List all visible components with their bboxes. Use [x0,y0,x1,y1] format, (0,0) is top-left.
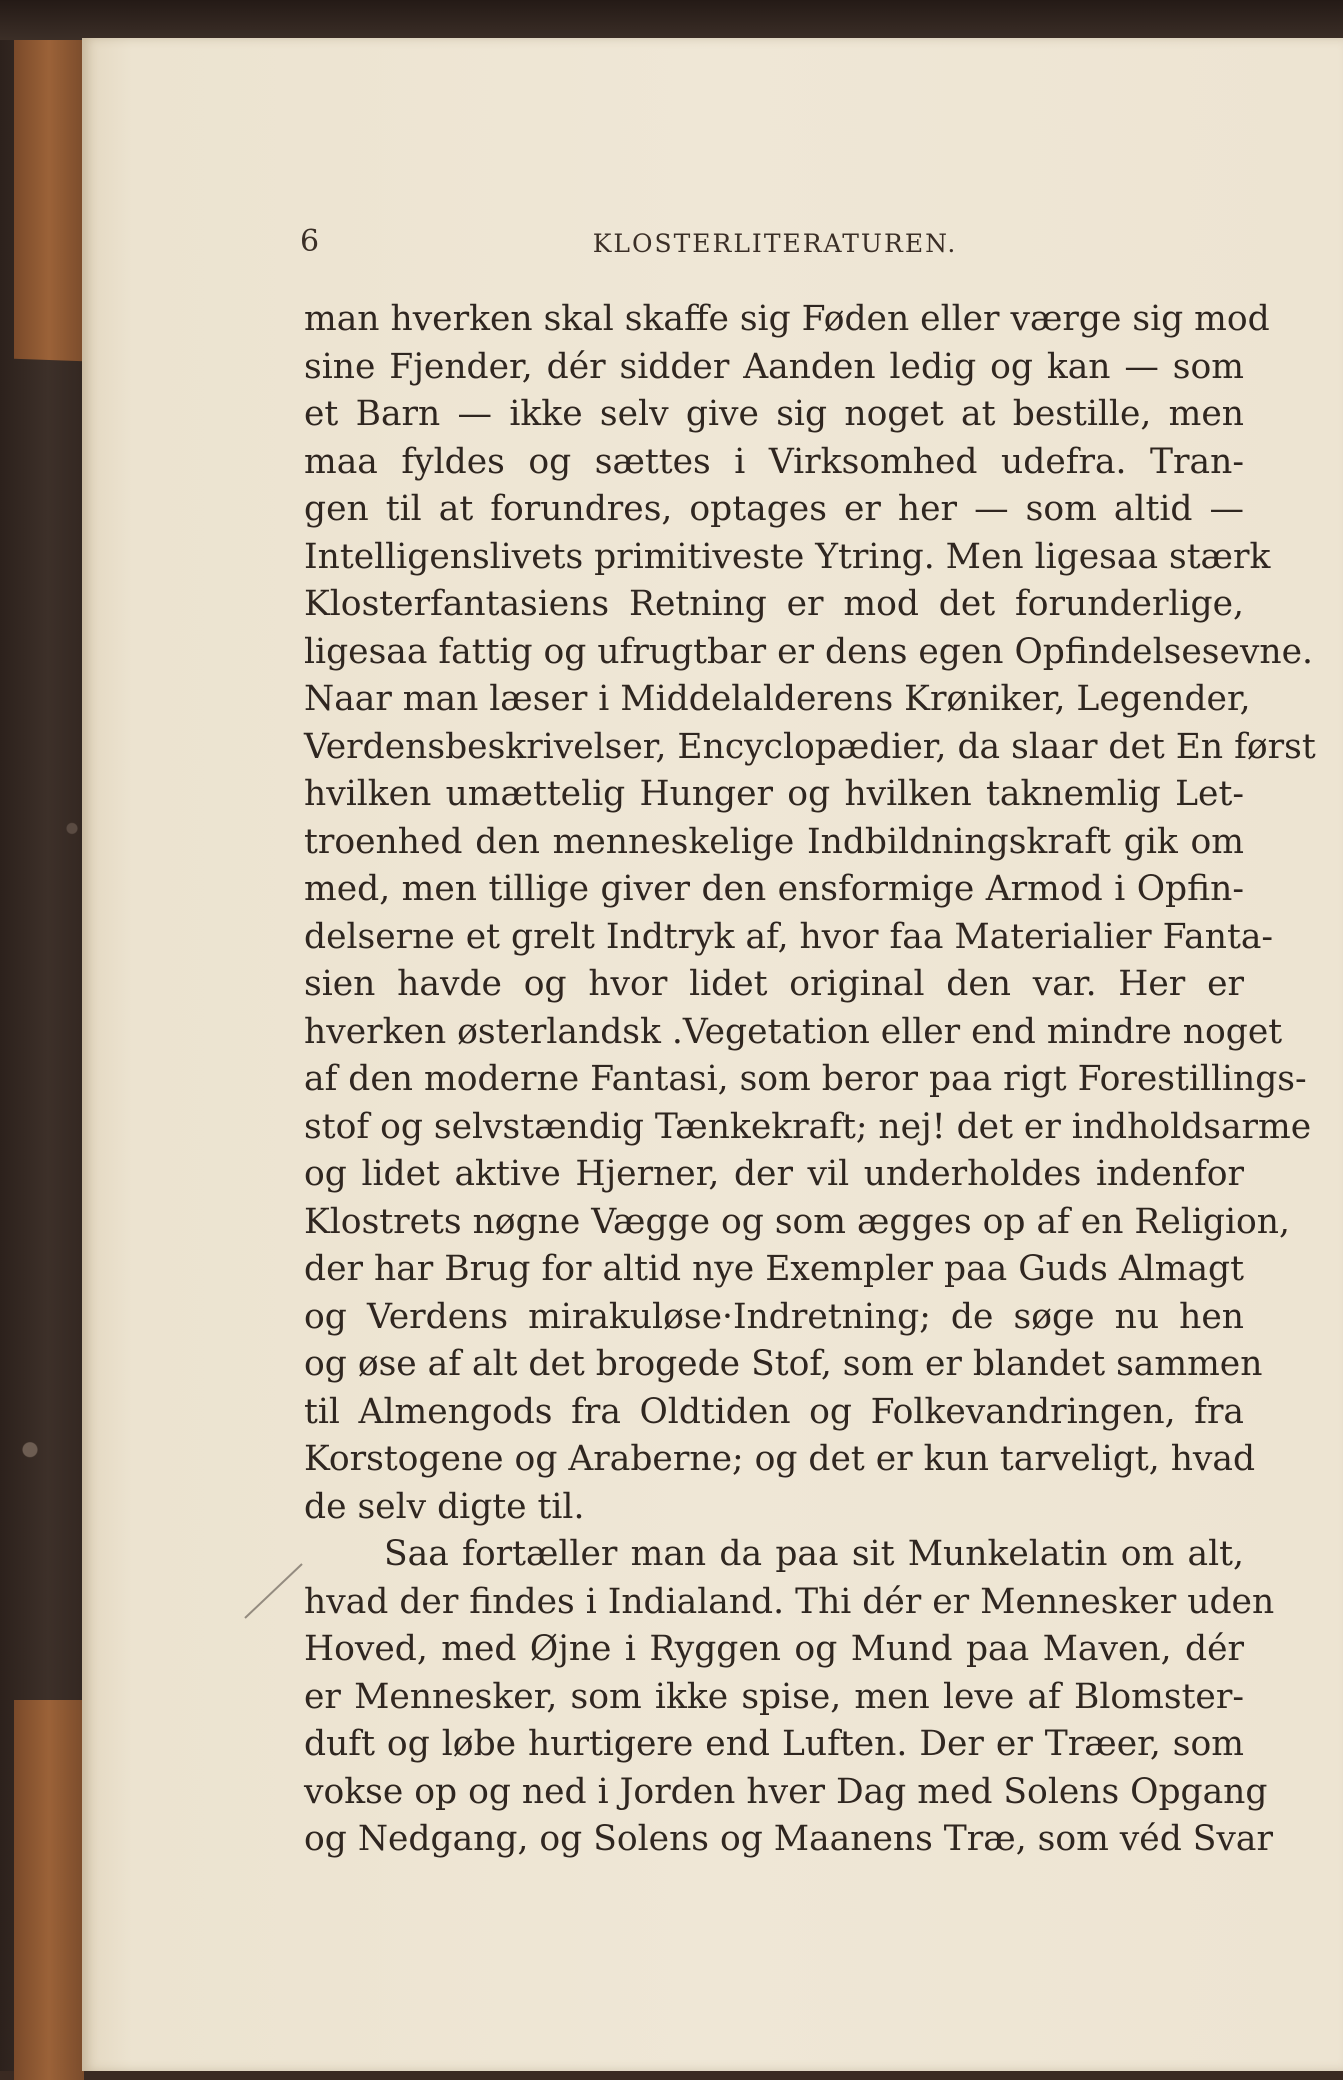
text-line: sine Fjender, dér sidder Aanden ledig og kan — som [304,346,1244,387]
text-line: og lidet aktive Hjerner, der vil underholdes indenfor [304,1154,1244,1194]
page-number: 6 [300,224,320,259]
text-line: Saa fortæller man da paa sit Munkelatin om alt, [384,1534,1244,1574]
text-line: Korstogene og Araberne; og det er kun tarveligt, hvad [304,1439,1256,1479]
text-line: der har Brug for altid nye Exempler paa Guds Almagt [304,1249,1244,1289]
top-binding-edge [0,0,1343,40]
text-line: og Nedgang, og Solens og Maanens Træ, som véd Svar [304,1819,1273,1859]
text-line: troenhed den menneskelige Indbildningskraft gik om [304,821,1244,862]
leather-corner-top [14,0,84,361]
text-line: Verdensbeskrivelser, Encyclopædier, da slaar det En først [304,726,1316,767]
text-line: sien havde og hvor lidet original den var. Her er [304,964,1244,1004]
text-line: og øse af alt det brogede Stof, som er blandet sammen [304,1344,1263,1384]
text-line: med, men tillige giver den ensformige Armod i Opfin- [304,869,1244,909]
page-header [300,222,1220,262]
text-line: stof og selvstændig Tænkekraft; nej! det er indholdsarme [304,1106,1312,1147]
text-line: Klosterfantasiens Retning er mod det forunderlige, [304,584,1244,624]
text-line: man hverken skal skaffe sig Føden eller værge sig mod [304,299,1270,339]
text-line: hvilken umættelig Hunger og hvilken taknemlig Let- [304,774,1244,814]
text-line: er Mennesker, som ikke spise, men leve af Blomster- [304,1676,1244,1717]
text-line: Intelligenslivets primitiveste Ytring. Men ligesaa stærk [304,536,1271,577]
text-line: delserne et grelt Indtryk af, hvor faa Materialier Fanta- [304,916,1274,957]
text-line: et Barn — ikke selv give sig noget at bestille, men [304,394,1244,434]
text-line: vokse op og ned i Jorden hver Dag med Solens Opgang [304,1771,1268,1812]
pencil-margin-mark [240,1560,310,1620]
text-line: ligesaa fattig og ufrugtbar er dens egen Opfindelsesevne. [304,631,1313,672]
running-head: KLOSTERLITERATUREN. [592,229,958,258]
text-line: duft og løbe hurtigere end Luften. Der er Træer, som [304,1724,1244,1764]
text-line: hverken østerlandsk .Vegetation eller end mindre noget [304,1011,1283,1052]
leather-corner-bottom [14,1700,84,2080]
text-line: til Almengods fra Oldtiden og Folkevandringen, fra [304,1391,1244,1432]
text-line: Klostrets nøgne Vægge og som ægges op af en Religion, [304,1201,1290,1242]
text-line: hvad der findes i Indialand. Thi dér er Mennesker uden [304,1581,1275,1622]
text-line: maa fyldes og sættes i Virksomhed udefra. Tran- [304,441,1244,482]
text-line: de selv digte til. [304,1486,585,1527]
text-line: af den moderne Fantasi, som beror paa rigt Forestillings- [304,1059,1307,1099]
text-line: og Verdens mirakuløse·Indretning; de søge nu hen [304,1296,1244,1337]
text-line: gen til at forundres, optages er her — som altid — [304,489,1244,529]
text-line: Hoved, med Øjne i Ryggen og Mund paa Maven, dér [304,1629,1244,1669]
text-line: Naar man læser i Middelalderens Krøniker, Legender, [304,679,1251,719]
body-text [304,296,1316,1864]
